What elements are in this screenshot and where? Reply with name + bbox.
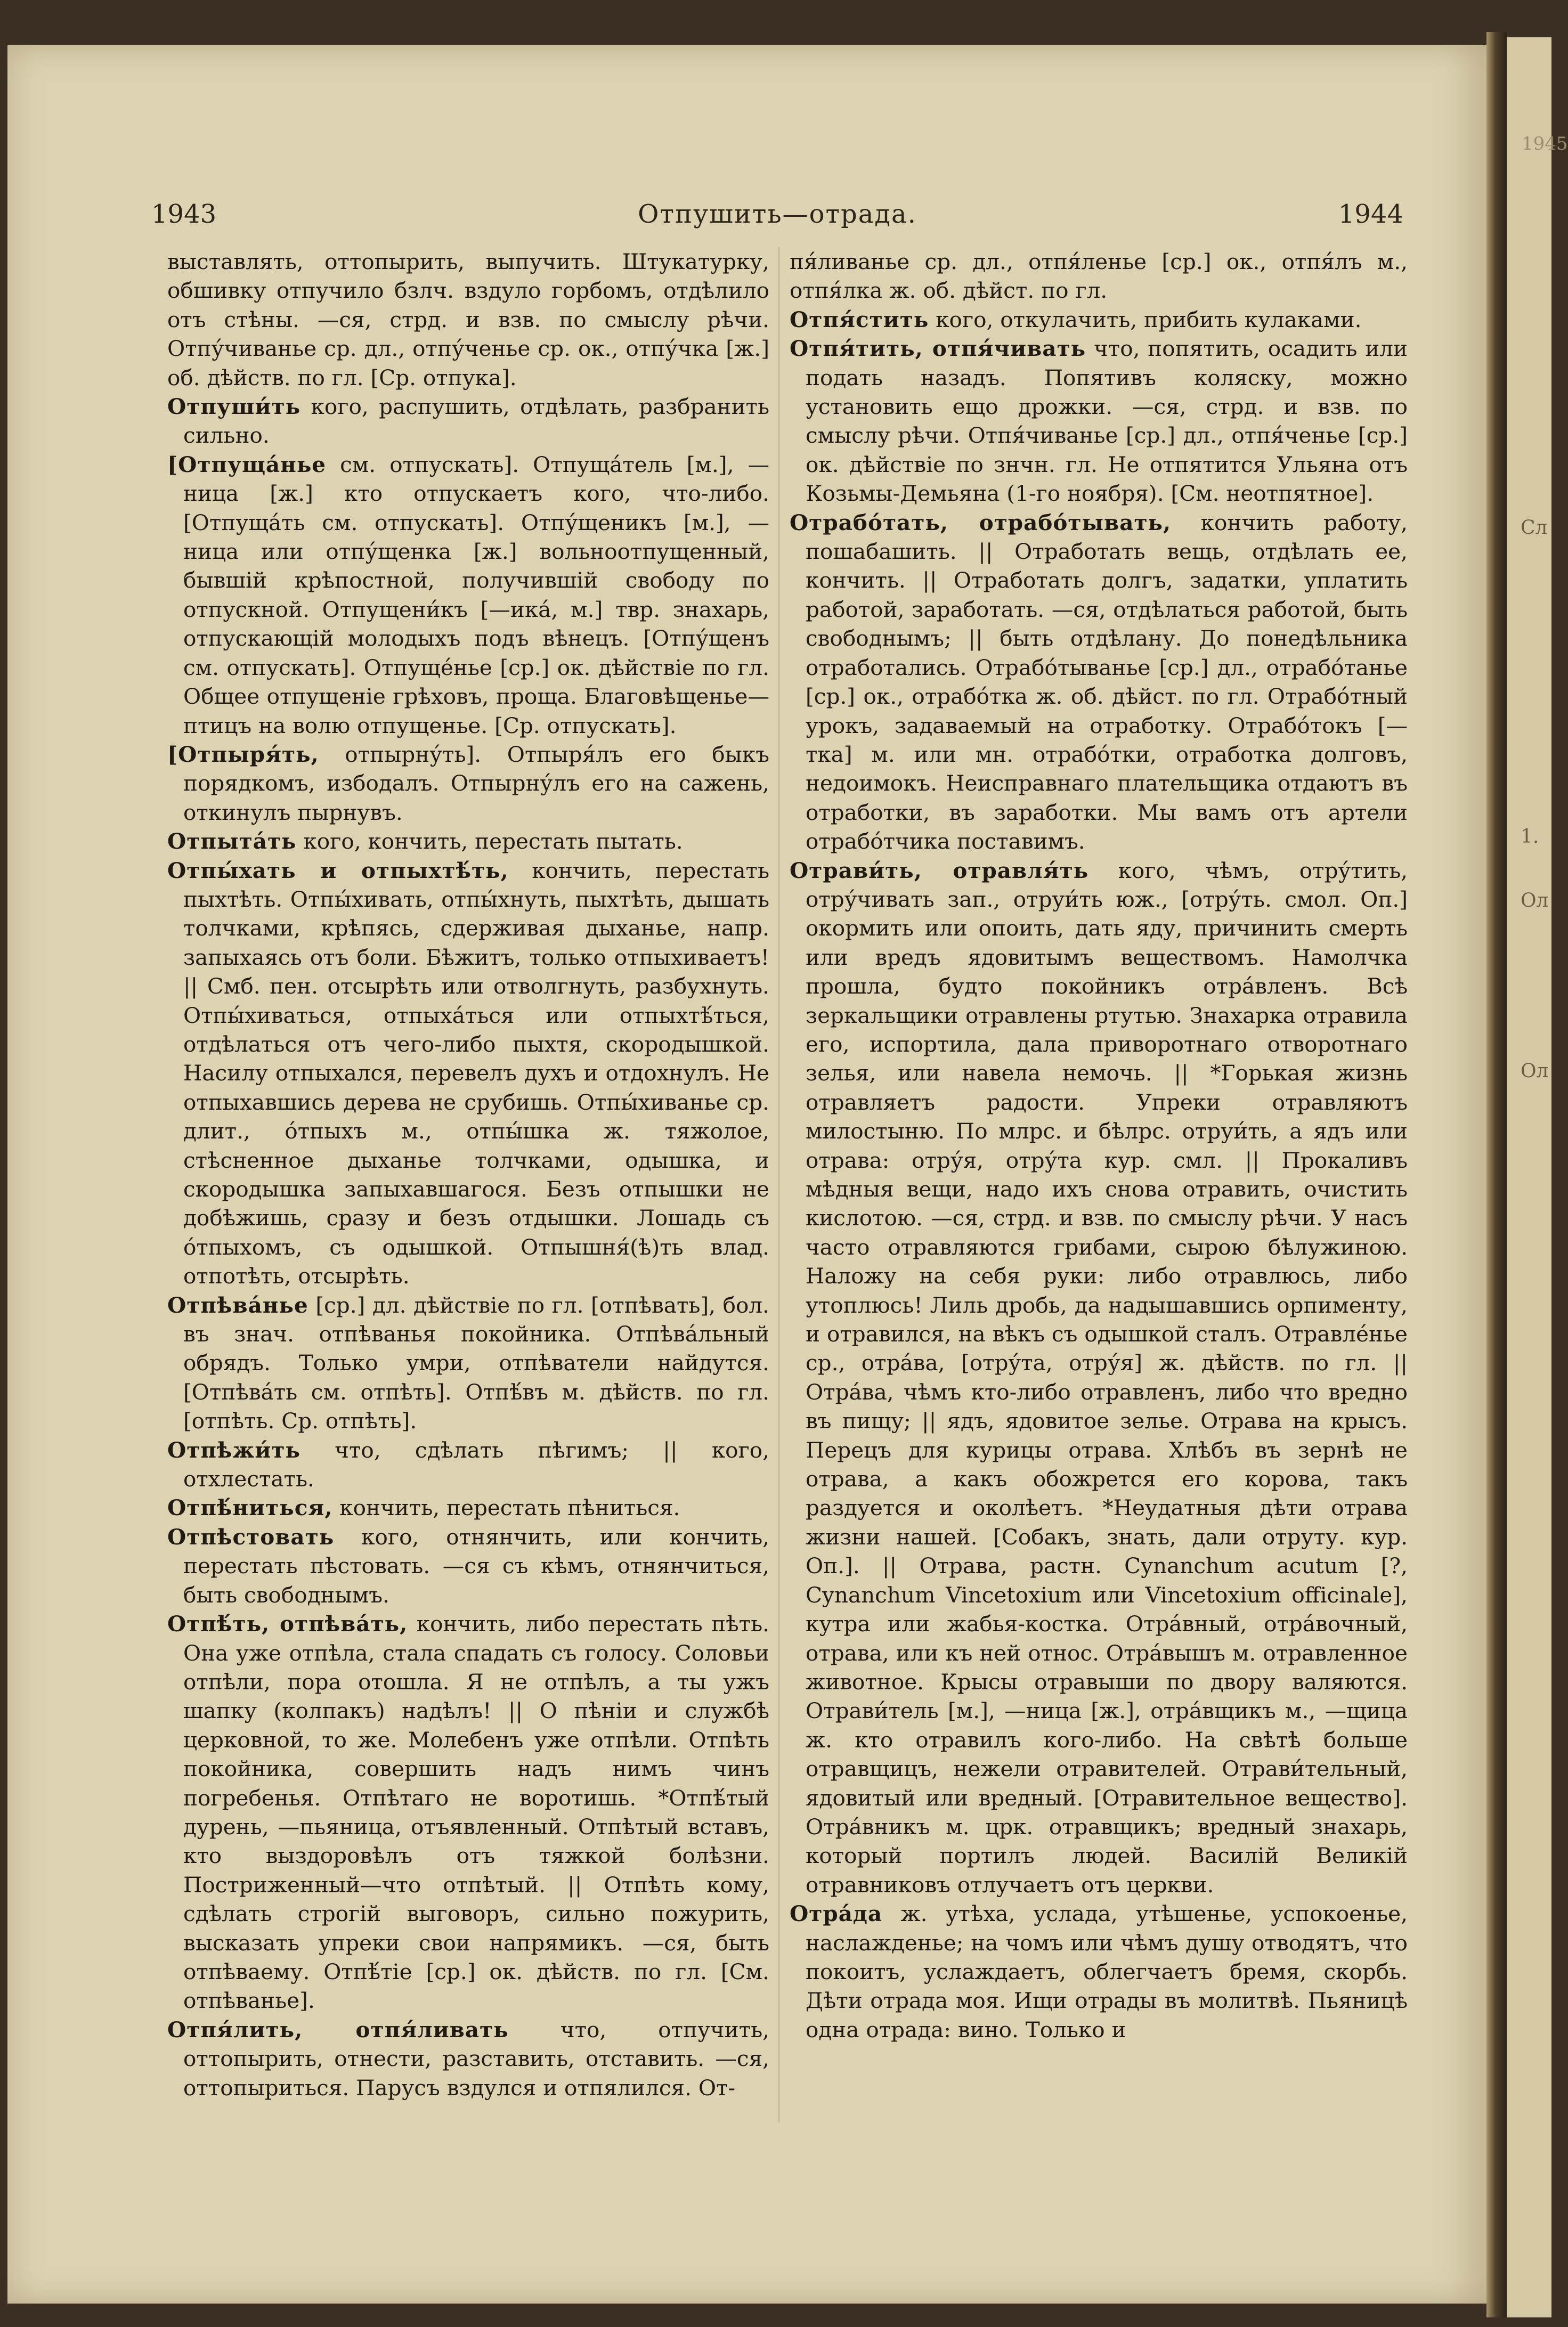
entry-text: пя́ливанье ср. дл., отпя́ленье [ср.] ок., отпя́лъ м., отпя́лка ж. об. дѣйст. по гл. <box>790 249 1408 304</box>
dictionary-entry <box>790 856 1408 1900</box>
dictionary-entry <box>790 305 1408 334</box>
dictionary-entry <box>167 1523 769 1609</box>
entry-text: что, попятить, осадить или подать назадъ. Попятивъ коляску, можно установить ещо дрожки. —ся, стрд. и взв. по смыслу рѣчи. Отпя́чиванье [ср.] дл., отпя́ченье [ср.] ок. дѣйствіе по знчн. гл. Не отпятится Ульяна отъ Козьмы-Демьяна (1-го ноября). [См. неотпятное]. <box>806 336 1408 507</box>
adjacent-page-fragment: 1. <box>1521 826 1539 848</box>
dictionary-entry <box>167 1609 769 2015</box>
left-column <box>167 247 769 2102</box>
entry-headword: Отпя́тить, отпя́чивать <box>790 336 1086 362</box>
entry-headword: Отпѣ́ниться, <box>167 1495 333 1521</box>
entry-text: кончить, перестать пыхтѣть. Отпы́хивать, отпы́хнуть, пыхтѣть, дышать толчками, крѣпясь, сдерживая дыханье, напр. запыхаясь отъ боли. Бѣжитъ, только отпыхиваетъ! || Смб. пен. отсырѣть или отволгнуть, разбухнуть. Отпы́хиваться, отпыха́ться или отпыхтѣ́ться, отдѣлаться отъ чего-либо пыхтя, скородышкой. Насилу отпыхался, перевелъ духъ и отдохнулъ. Не отпыхавшись дерева не срубишь. Отпы́хиванье ср. длит., о́тпыхъ м., отпы́шка ж. тяжолое, стѣсненное дыханье толчками, одышка, и скородышка запыхавшагося. Безъ отпышки не добѣжишь, сразу и безъ отдышки. Лошадь съ о́тпыхомъ, съ одышкой. Отпышня́(ѣ)ть влад. отпотѣть, отсырѣть. <box>183 857 769 1289</box>
entry-text: кого, чѣмъ, отру́тить, отру́чивать зап., отруи́ть юж., [отру́ть. смол. Оп.] окормить или опоить, дать яду, причинить смерть или вредъ ядовитымъ веществомъ. Намолчка прошла, будто покойникъ отра́вленъ. Всѣ зеркальщики отравлены ртутью. Знахарка отравила его, испортила, дала приворотнаго отворотнаго зелья, или навела немочь. || *Горькая жизнь отравляетъ радости. Упреки отравляютъ милостыню. По млрс. и бѣлрс. отруи́ть, а ядъ или отрава: отру́я, отру́та кур. смл. || Прокаливъ мѣдныя вещи, надо ихъ снова отравить, очистить кислотою. —ся, стрд. и взв. по смыслу рѣчи. У насъ часто отравляются грибами, сырою бѣлужиною. Наложу на себя руки: либо отравлюсь, либо утоплюсь! Лиль дробь, да надышавшись орпименту, и отравился, на вѣкъ съ одышкой сталъ. Отравле́нье ср., отра́ва, [отру́та, отру́я] ж. дѣйств. по гл. || Отра́ва, чѣмъ кто-либо отравленъ, либо что вредно въ пищу; || ядъ, ядовитое зелье. Отрава на крысъ. Перецъ для курицы отрава. Хлѣбъ въ зернѣ не отрава, а какъ обожрется его корова, такъ раздуется и околѣетъ. *Неудатныя дѣти отрава жизни нашей. [Собакъ, знать, дали отруту. кур. Оп.]. || Отрава, растн. Cynanchum acutum [?, Cynanchum Vincetoxium или Vincetoxium officinale], кутра или жабья-костка. Отра́вный, отра́вочный, отрава, или къ ней относ. Отра́вышъ м. отравленное животное. Крысы отравыши по двору валяются. Отрави́тель [м.], —ница [ж.], отра́вщикъ м., —щица ж. кто отравилъ кого-либо. На свѣтѣ больше отравщицъ, нежели отравителей. Отрави́тельный, ядовитый или вредный. [Отравительное вещество]. Отра́вникъ м. црк. отравщикъ; вредный знахарь, который портилъ людей. Василій Великій отравниковъ отлучаетъ отъ церкви. <box>806 857 1408 1898</box>
entry-headword: Отпы́хать и отпыхтѣ́ть, <box>167 857 509 883</box>
adjacent-page-fragment: Ол <box>1521 1060 1549 1082</box>
entry-headword: Отпѣва́нье <box>167 1292 308 1318</box>
entry-text: выставлять, оттопырить, выпучить. Штукатурку, обшивку отпучило бзлч. вздуло горбомъ, отдѣлило отъ стѣны. —ся, стрд. и взв. по смыслу рѣчи. Отпу́чиванье ср. дл., отпу́ченье ср. ок., отпу́чка [ж.] об. дѣйств. по гл. [Ср. отпука]. <box>167 249 769 390</box>
entry-text: кончить, перестать пѣниться. <box>332 1495 680 1521</box>
entry-headword: Отпѣстовать <box>167 1524 335 1550</box>
page-number-left: 1943 <box>151 199 217 229</box>
entry-headword: Отра́да <box>790 1901 883 1927</box>
page-header <box>151 199 1403 231</box>
dictionary-page <box>7 45 1489 2304</box>
entry-text: [ср.] дл. дѣйствіе по гл. [отпѣвать], бол. въ знач. отпѣванья покойника. Отпѣва́льный обрядъ. Только умри, отпѣватели найдутся. [Отпѣва́ть см. отпѣть]. Отпѣ́въ м. дѣйств. по гл. [отпѣть. Ср. отпѣть]. <box>183 1292 769 1434</box>
adjacent-page-number: 1945 <box>1522 133 1568 154</box>
dictionary-entry <box>167 1291 769 1436</box>
entry-text: кого, распушить, отдѣлать, разбранить сильно. <box>183 394 769 449</box>
column-divider <box>778 247 779 2122</box>
entry-headword: [Отпыря́ть, <box>167 741 319 767</box>
dictionary-entry <box>167 392 769 450</box>
adjacent-page-fragment: Ол <box>1521 890 1549 912</box>
dictionary-entry <box>167 2015 769 2102</box>
running-title: Отпушить—отрада. <box>638 199 917 229</box>
entry-text: отпырну́ть]. Отпыря́лъ его быкъ порядкомъ, избодалъ. Отпырну́лъ его на сажень, откинулъ пырнувъ. <box>183 741 769 825</box>
dictionary-entry <box>167 1493 769 1522</box>
dictionary-entry <box>790 334 1408 508</box>
dictionary-entry <box>790 508 1408 856</box>
entry-text: см. отпускать]. Отпуща́тель [м.], —ница [ж.] кто отпускаетъ кого, что-либо. [Отпуща́ть см. отпускать]. Отпу́щеникъ [м.], —ница или отпу́щенка [ж.] вольноотпущенный, бывшій крѣпостной, получившій свободу по отпускной. Отпущени́къ [—ика́, м.] твр. знахарь, отпускающій молодыхъ подъ вѣнецъ. [Отпу́щенъ см. отпускать]. Отпуще́нье [ср.] ок. дѣйствіе по гл. Общее отпущеніе грѣховъ, проща. Благовѣщенье—птицъ на волю отпущенье. [Ср. отпускать]. <box>183 451 769 738</box>
page-number-right: 1944 <box>1338 199 1403 229</box>
entry-headword: Отпя́лить, отпя́ливать <box>167 2016 509 2043</box>
entry-headword: Отпѣ́ть, отпѣва́ть, <box>167 1611 408 1637</box>
book-spine <box>1486 32 1507 2317</box>
entry-headword: Отпыта́ть <box>167 828 297 855</box>
dictionary-entry <box>167 856 769 1291</box>
entry-headword: [Отпуща́нье <box>167 451 327 477</box>
dictionary-entry <box>790 1899 1408 2044</box>
entry-text: кого, откулачить, прибить кулаками. <box>929 306 1362 332</box>
dictionary-entry <box>167 827 769 856</box>
entry-continuation <box>790 247 1408 305</box>
right-column <box>790 247 1408 2044</box>
entry-text: ж. утѣха, услада, утѣшенье, успокоенье, наслажденье; на чомъ или чѣмъ душу отводятъ, что покоитъ, услаждаетъ, облегчаетъ бремя, скорбь. Дѣти отрада моя. Ищи отрады въ молитвѣ. Пьяницѣ одна отрада: вино. Только и <box>806 1901 1408 2043</box>
entry-text: кончить работу, пошабашить. || Отработать вещь, отдѣлать ее, кончить. || Отработать долгъ, задатки, уплатить работой, заработать. —ся, отдѣлаться работой, быть свободнымъ; || быть отдѣлану. До понедѣльника отработались. Отрабо́тыванье [ср.] дл., отрабо́танье [ср.] ок., отрабо́тка ж. об. дѣйст. по гл. Отрабо́тный урокъ, задаваемый на отработку. Отрабо́токъ [—тка] м. или мн. отрабо́тки, отработка долговъ, недоимокъ. Неисправнаго плательщика отдаютъ въ отработки, въ заработки. Мы вамъ отъ артели отрабо́тчика поставимъ. <box>806 509 1408 855</box>
entry-text: кончить, либо перестать пѣть. Она уже отпѣла, стала спадать съ голосу. Соловьи отпѣли, пора отошла. Я не отпѣлъ, а ты ужъ шапку (колпакъ) надѣлъ! || О пѣніи и службѣ церковной, то же. Молебенъ уже отпѣли. Отпѣть покойника, совершить надъ нимъ чинъ погребенья. Отпѣтаго не воротишь. *Отпѣ́тый дурень, —пьяница, отъявленный. Отпѣтый вставъ, кто выздоровѣлъ отъ тяжкой болѣзни. Постриженный—что отпѣтый. || Отпѣть кому, сдѣлать строгій выговоръ, сильно пожурить, высказать упреки свои напрямикъ. —ся, быть отпѣваему. Отпѣ́тіе [ср.] ок. дѣйств. по гл. [См. отпѣванье]. <box>183 1611 769 2014</box>
entry-headword: Отпѣжи́ть <box>167 1437 301 1463</box>
entry-text: кого, кончить, перестать пытать. <box>296 828 683 855</box>
entry-text: что, сдѣлать пѣгимъ; || кого, отхлестать. <box>183 1437 769 1492</box>
entry-continuation <box>167 247 769 392</box>
adjacent-page-fragment: Сл <box>1521 517 1548 539</box>
entry-headword: Отрави́ть, отравля́ть <box>790 857 1089 883</box>
entry-headword: Отпуши́ть <box>167 394 301 420</box>
entry-text: что, отпучить, оттопырить, отнести, разставить, отставить. —ся, оттопыриться. Парусъ вздулся и отпялился. От- <box>183 2016 769 2101</box>
entry-headword: Отпя́стить <box>790 306 929 332</box>
dictionary-entry <box>167 1436 769 1494</box>
entry-text: кого, отнянчить, или кончить, перестать пѣстовать. —ся съ кѣмъ, отнянчиться, быть свободнымъ. <box>183 1524 769 1608</box>
dictionary-entry <box>167 740 769 827</box>
adjacent-page-edge <box>1507 37 1568 2317</box>
dictionary-entry <box>167 450 769 740</box>
entry-headword: Отрабо́тать, отрабо́тывать, <box>790 509 1172 535</box>
